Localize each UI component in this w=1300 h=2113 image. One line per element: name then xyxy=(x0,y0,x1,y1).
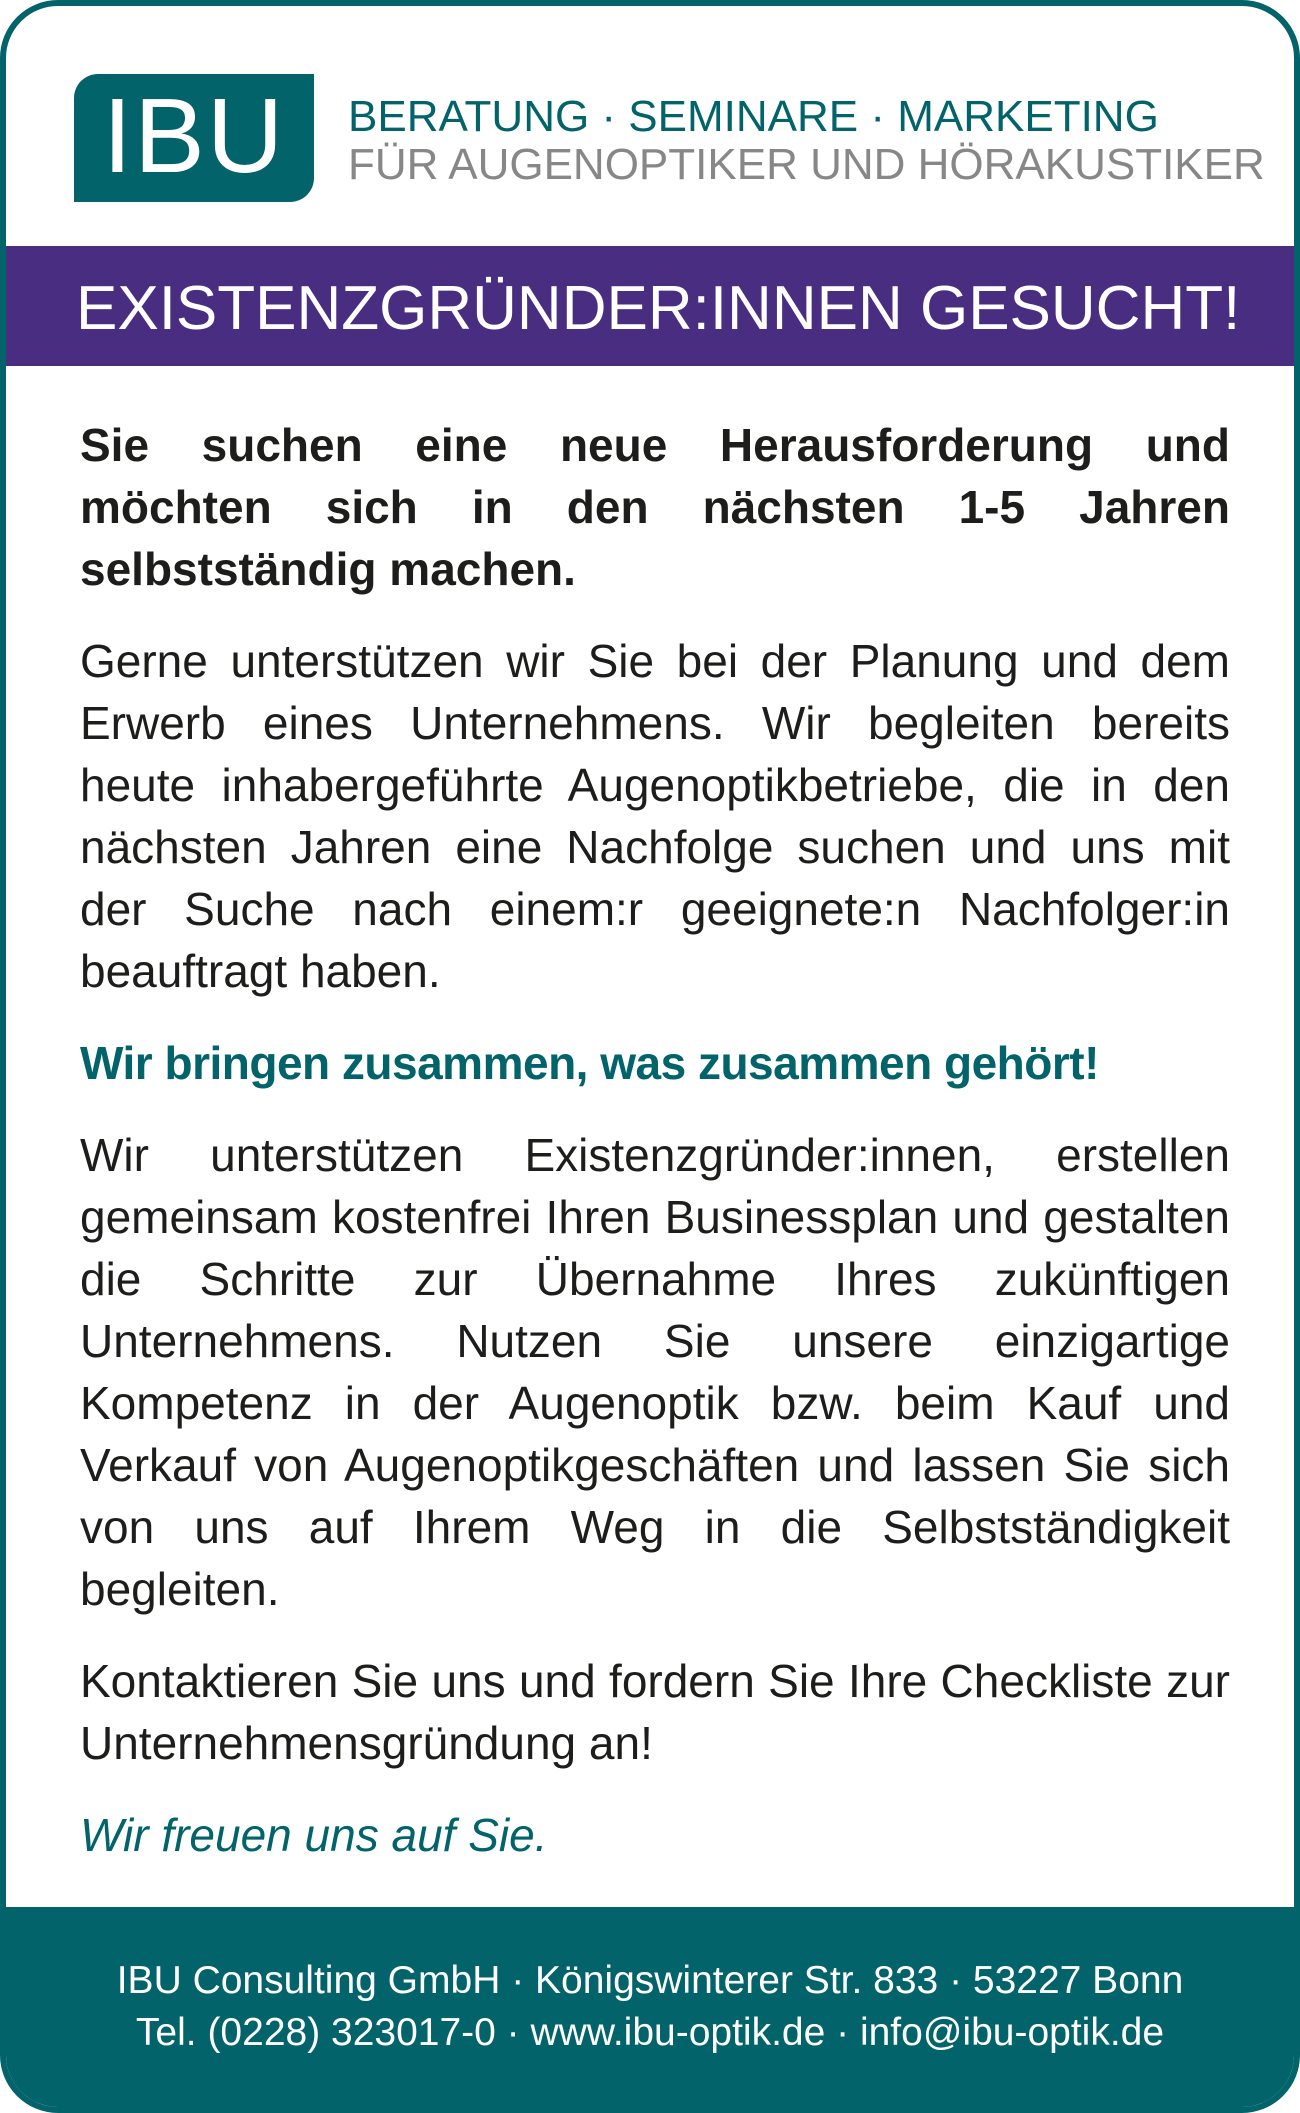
support-paragraph: Gerne unterstützen wir Sie bei der Planung und dem Erwerb eines Unternehmens. Wir begleiten bereits heute inhabergeführte Augenoptikbetriebe, die in den nächsten Jahren eine Nachfolge suchen und uns mit der Suche nach einem:r geeignete:n Nachfolger:in beauftragt haben. xyxy=(80,635,1230,997)
tagline xyxy=(348,93,1265,189)
tagline-audience: FÜR AUGENOPTIKER UND HÖRAKUSTIKER xyxy=(348,140,1265,189)
footer-contact: Tel. (0228) 323017-0 · www.ibu-optik.de · info@ibu-optik.de xyxy=(135,2011,1165,2054)
ibu-logo xyxy=(74,74,314,202)
slogan: Wir bringen zusammen, was zusammen gehört! xyxy=(80,1037,1099,1089)
closing-line: Wir freuen uns auf Sie. xyxy=(80,1809,548,1861)
header xyxy=(6,6,1294,244)
footer xyxy=(6,1907,1294,2107)
headline-title: EXISTENZGRÜNDER:INNEN GESUCHT! xyxy=(76,274,1241,343)
intro-paragraph: Sie suchen eine neue Herausforderung und möchten sich in den nächsten 1-5 Jahren selbstständig machen. xyxy=(80,419,1230,595)
footer-address: IBU Consulting GmbH · Königswinterer Str. 833 · 53227 Bonn xyxy=(116,1959,1184,2002)
contact-paragraph: Kontaktieren Sie uns und fordern Sie Ihre Checkliste zur Unternehmensgründung an! xyxy=(80,1655,1230,1769)
logo-text: IBU xyxy=(102,77,286,195)
services-paragraph: Wir unterstützen Existenzgründer:innen, erstellen gemeinsam kostenfrei Ihren Businessplan und gestalten die Schritte zur Übernahme Ihres zukünftigen Unternehmens. Nutzen Sie unsere einzigartige Kompetenz in der Augenoptik bzw. beim Kauf und Verkauf von Augenoptikgeschäften und lassen Sie sich von uns auf Ihrem Weg in die Selbstständigkeit begleiten. xyxy=(80,1129,1230,1615)
headline-banner xyxy=(6,246,1294,366)
tagline-services: BERATUNG · SEMINARE · MARKETING xyxy=(348,92,1159,141)
ad-body xyxy=(80,414,1230,1896)
